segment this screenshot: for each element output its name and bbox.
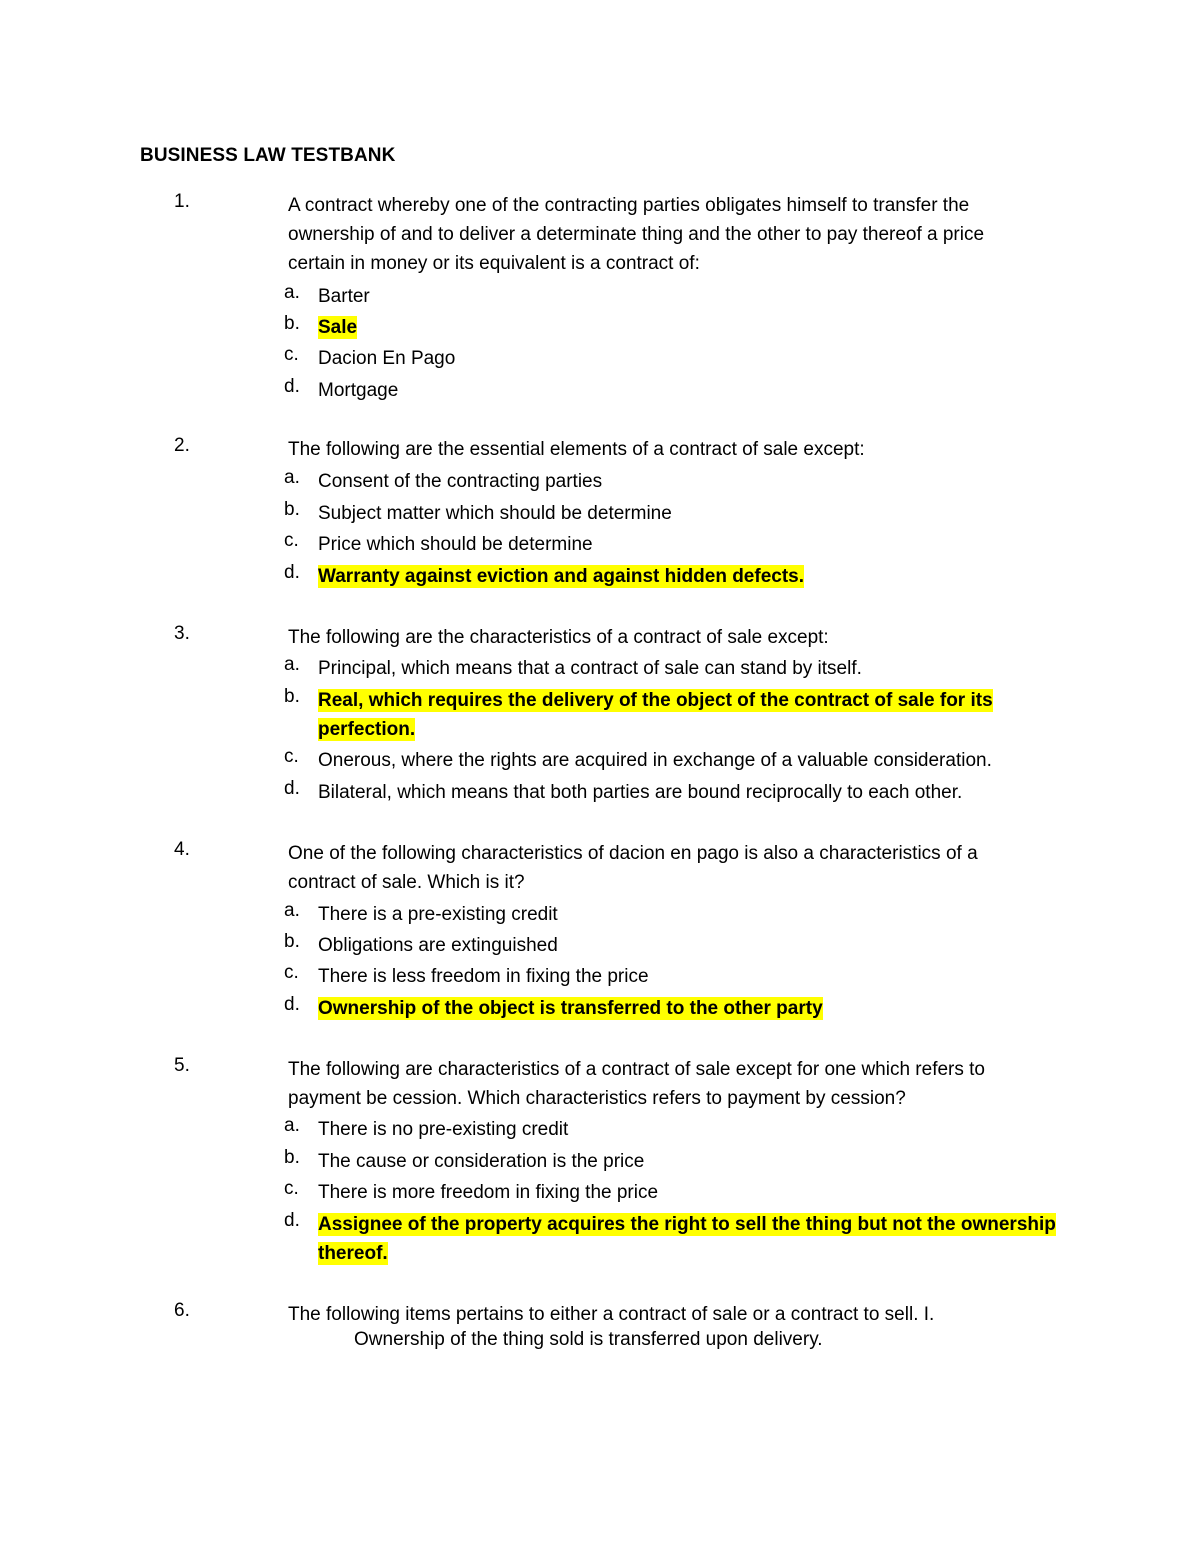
option-text-answer [318,1210,1078,1268]
option-letter: b. [284,686,300,707]
option-text [318,1147,1058,1176]
option-line: Onerous, where the rights are acquired in exchange of a valuable consideration. [318,750,992,771]
option-line: Principal, which means that a contract of sale can stand by itself. [318,658,862,679]
question-number: 3. [174,623,190,644]
document-title: BUSINESS LAW TESTBANK [140,145,396,166]
stem-line: payment be cession. Which characteristics refers to payment by cession? [288,1088,906,1109]
option-letter: c. [284,344,299,365]
answer-highlight: Sale [318,317,358,338]
option-line: The cause or consideration is the price [318,1151,645,1172]
option-letter: d. [284,778,300,799]
question-number: 6. [174,1300,190,1321]
option-line: Mortgage [318,380,399,401]
option-line: There is no pre-existing credit [318,1119,569,1140]
question-number: 2. [174,435,190,456]
option-letter: d. [284,562,300,583]
stem-line: ownership of and to deliver a determinate thing and the other to pay thereof a price [288,224,985,245]
option-text-answer [318,994,1058,1023]
option-text [318,499,1058,528]
question-stem [288,435,1048,464]
answer-highlight: perfection. [318,719,416,740]
option-letter: d. [284,1210,300,1231]
question-stem [288,1055,1058,1113]
option-text-answer [318,686,1058,744]
answer-highlight: Warranty against eviction and against hidden defects. [318,566,805,587]
option-text [318,1115,1058,1144]
option-line: There is less freedom in fixing the price [318,966,649,987]
answer-highlight: Ownership of the object is transferred to the other party [318,998,823,1019]
option-letter: c. [284,962,299,983]
option-text [318,778,1058,807]
option-line: Dacion En Pago [318,348,456,369]
option-text [318,931,1058,960]
question-number: 1. [174,191,190,212]
stem-line: The following are characteristics of a contract of sale except for one which refers to [288,1059,985,1080]
option-letter: c. [284,1178,299,1199]
option-text [318,344,1058,373]
question-number: 4. [174,839,190,860]
option-letter: a. [284,654,300,675]
option-text [318,900,1058,929]
option-letter: a. [284,467,300,488]
stem-line: One of the following characteristics of dacion en pago is also a characteristics of a [288,843,978,864]
option-line: There is a pre-existing credit [318,904,558,925]
answer-highlight: Assignee of the property acquires the right to sell the thing but not the ownership [318,1214,1056,1235]
option-letter: b. [284,1147,300,1168]
option-letter: b. [284,313,300,334]
option-letter: d. [284,376,300,397]
option-letter: c. [284,530,299,551]
stem-line: The following items pertains to either a contract of sale or a contract to sell. I. [288,1304,935,1325]
option-text [318,530,1058,559]
stem-line: The following are the characteristics of a contract of sale except: [288,627,829,648]
option-text [318,282,1058,311]
option-line: Barter [318,286,370,307]
stem-line: contract of sale. Which is it? [288,872,525,893]
stem-line: A contract whereby one of the contracting parties obligates himself to transfer the [288,195,970,216]
question-stem [288,839,1048,897]
option-text [318,746,1058,775]
option-line: Price which should be determine [318,534,593,555]
option-letter: b. [284,931,300,952]
option-line: Bilateral, which means that both parties are bound reciprocally to each other. [318,782,963,803]
option-letter: d. [284,994,300,1015]
option-line: Consent of the contracting parties [318,471,603,492]
option-text [318,467,1058,496]
question-stem [288,623,1048,652]
answer-highlight: Real, which requires the delivery of the object of the contract of sale for its [318,690,993,711]
option-letter: b. [284,499,300,520]
option-line: Obligations are extinguished [318,935,558,956]
question-stem [288,191,1048,278]
answer-highlight: thereof. [318,1243,388,1264]
option-line: Subject matter which should be determine [318,503,672,524]
option-text [318,654,1058,683]
option-text [318,962,1058,991]
stem-line: The following are the essential elements of a contract of sale except: [288,439,865,460]
option-text [318,376,1058,405]
stem-line: certain in money or its equivalent is a contract of: [288,253,700,274]
option-text [318,1178,1058,1207]
option-letter: a. [284,900,300,921]
question-stem [288,1300,1048,1329]
option-letter: a. [284,282,300,303]
question-number: 5. [174,1055,190,1076]
option-text-answer [318,313,1058,342]
option-letter: c. [284,746,299,767]
item-text: Ownership of the thing sold is transferred upon delivery. [354,1329,823,1350]
option-letter: a. [284,1115,300,1136]
option-line: There is more freedom in fixing the price [318,1182,659,1203]
option-text-answer [318,562,1058,591]
